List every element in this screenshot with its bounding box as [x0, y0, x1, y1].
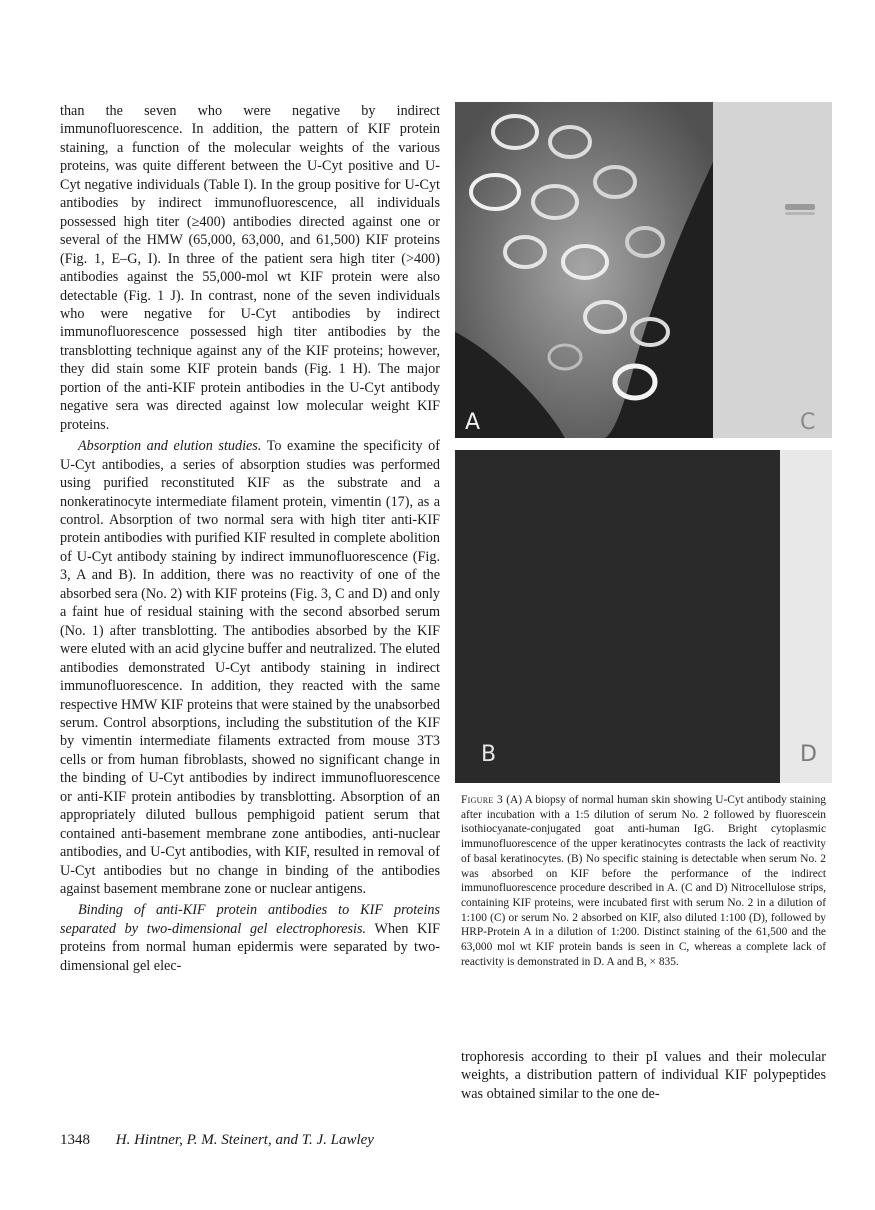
protein-band-63000 [785, 212, 815, 215]
body-paragraph-2 [60, 437, 440, 898]
figure-caption [461, 793, 826, 969]
body-paragraph-3-text: When KIF proteins from normal human epidermis were separated by two-dimensional gel elec- [60, 920, 440, 974]
body-paragraph-2-text: To examine the specificity of U-Cyt antibodies, a series of absorption studies was performed using purified reconstituted KIF as the substrate and a nonkeratinocyte intermediate filament protein, vimentin (17), as a control. Absorption of two normal sera with high titer anti-KIF protein antibodies with purified KIF resulted in complete abolition of U-Cyt antibody staining by indirect immunofluorescence (Fig. 3, A and B). In addition, there was no reactivity of one of the absorbed sera (No. 2) with KIF proteins (Fig. 3, C and D) and only a faint hue of residual staining with the second absorbed serum (No. 1) after transblotting. The antibodies absorbed by the KIF were eluted with an acid glycine buffer and neutralized. The eluted antibodies demonstrated U-Cyt antibody staining in indirect immunofluorescence. In addition, they reacted with the same respective HMW KIF proteins that were stained by the unabsorbed serum. Control absorptions, including the substitution of the KIF by vimentin intermediate filaments extracted from mouse 3T3 cells or from human fibroblasts, showed no significant change in the binding of U-Cyt antibodies by indirect immunofluorescence or anti-KIF protein antibodies by transblotting. Absorption of an appropriately diluted bullous pemphigoid patient serum that contained anti-basement membrane zone antibodies, anti-nuclear antibodies, and U-Cyt antibodies, with KIF, resulted in removal of U-Cyt antibodies but no change in binding of the antibodies against basement membrane zone or nuclear antigens. [60, 438, 441, 898]
left-column [60, 102, 440, 975]
section-heading-binding: Binding of anti-KIF protein antibodies to KIF proteins separated by two-dimensional gel electrophoresis. [60, 902, 440, 937]
section-heading-absorption: Absorption and elution studies. [78, 438, 262, 455]
running-authors: H. Hintner, P. M. Steinert, and T. J. Lawley [115, 1132, 374, 1148]
panel-label-c: C [800, 410, 816, 435]
panel-label-d: D [800, 742, 817, 767]
right-column [461, 1048, 826, 1103]
protein-band-61500 [785, 204, 815, 210]
page-number: 1348 [60, 1132, 90, 1148]
panel-label-a: A [465, 410, 481, 435]
figure-caption-text: (A) A biopsy of normal human skin showing U-Cyt antibody staining after incubation with a 1:5 dilution of serum No. 2 followed by fluorescein isothiocyanate-conjugated goat anti-human IgG. Bright cytoplasmic immunofluorescence of the upper keratinocytes contrasts the lack of reactivity of basal keratinocytes. (B) No specific staining is detectable when serum No. 2 was absorbed on KIF before the performance of the indirect immunofluorescence procedure described in A. (C and D) Nitrocellulose strips, containing KIF proteins, were incubated first with serum No. 2 in a dilution of 1:100 (C) or serum No. 2 absorbed on KIF, also diluted 1:100 (D), followed by HRP-Protein A in a dilution of 1:200. Distinct staining of the 61,500 and the 63,000 mol wt KIF protein bands is seen in C, whereas a complete lack of reactivity is demonstrated in D. A and B, × 835. [461, 794, 826, 968]
figure-caption-lead: Figure 3 [461, 794, 504, 806]
body-paragraph-continuation: trophoresis according to their pI values and their molecular weights, a distribution pattern of individual KIF polypeptides was obtained similar to the one de- [461, 1049, 826, 1102]
immunofluorescence-image-a [455, 102, 713, 438]
figure-panel-bottom [455, 450, 832, 783]
panel-label-b: B [481, 742, 497, 767]
nitrocellulose-strip-d [780, 450, 832, 783]
page-footer [60, 1132, 374, 1149]
body-paragraph-1: than the seven who were negative by indirect immunofluorescence. In addition, the pattern of KIF protein staining, a function of the molecular weights of the various proteins, was quite different between the U-Cyt positive and U-Cyt negative individuals (Table I). In the group positive for U-Cyt antibodies by indirect immunofluorescence, all individuals possessed high titer (≥400) antibodies directed against one or several of the HMW (65,000, 63,000, and 61,500) KIF proteins (Fig. 1, E–G, I). In three of the patient sera high titer (>400) antibodies against the 55,000-mol wt KIF protein were also detectable (Fig. 1 J). In contrast, none of the seven individuals who were negative for U-Cyt antibodies by indirect immunofluorescence possessed high titer antibodies by the transblotting technique against any of the KIF proteins; however, they did stain some KIF protein bands (Fig. 1 H). The major portion of the anti-KIF protein antibodies in the U-Cyt antibody negative sera was directed against low molecular weight KIF proteins. [60, 103, 440, 433]
nitrocellulose-strip-c [713, 102, 832, 438]
immunofluorescence-image-b [455, 450, 780, 783]
figure-panel-top [455, 102, 832, 438]
body-paragraph-3 [60, 901, 440, 975]
